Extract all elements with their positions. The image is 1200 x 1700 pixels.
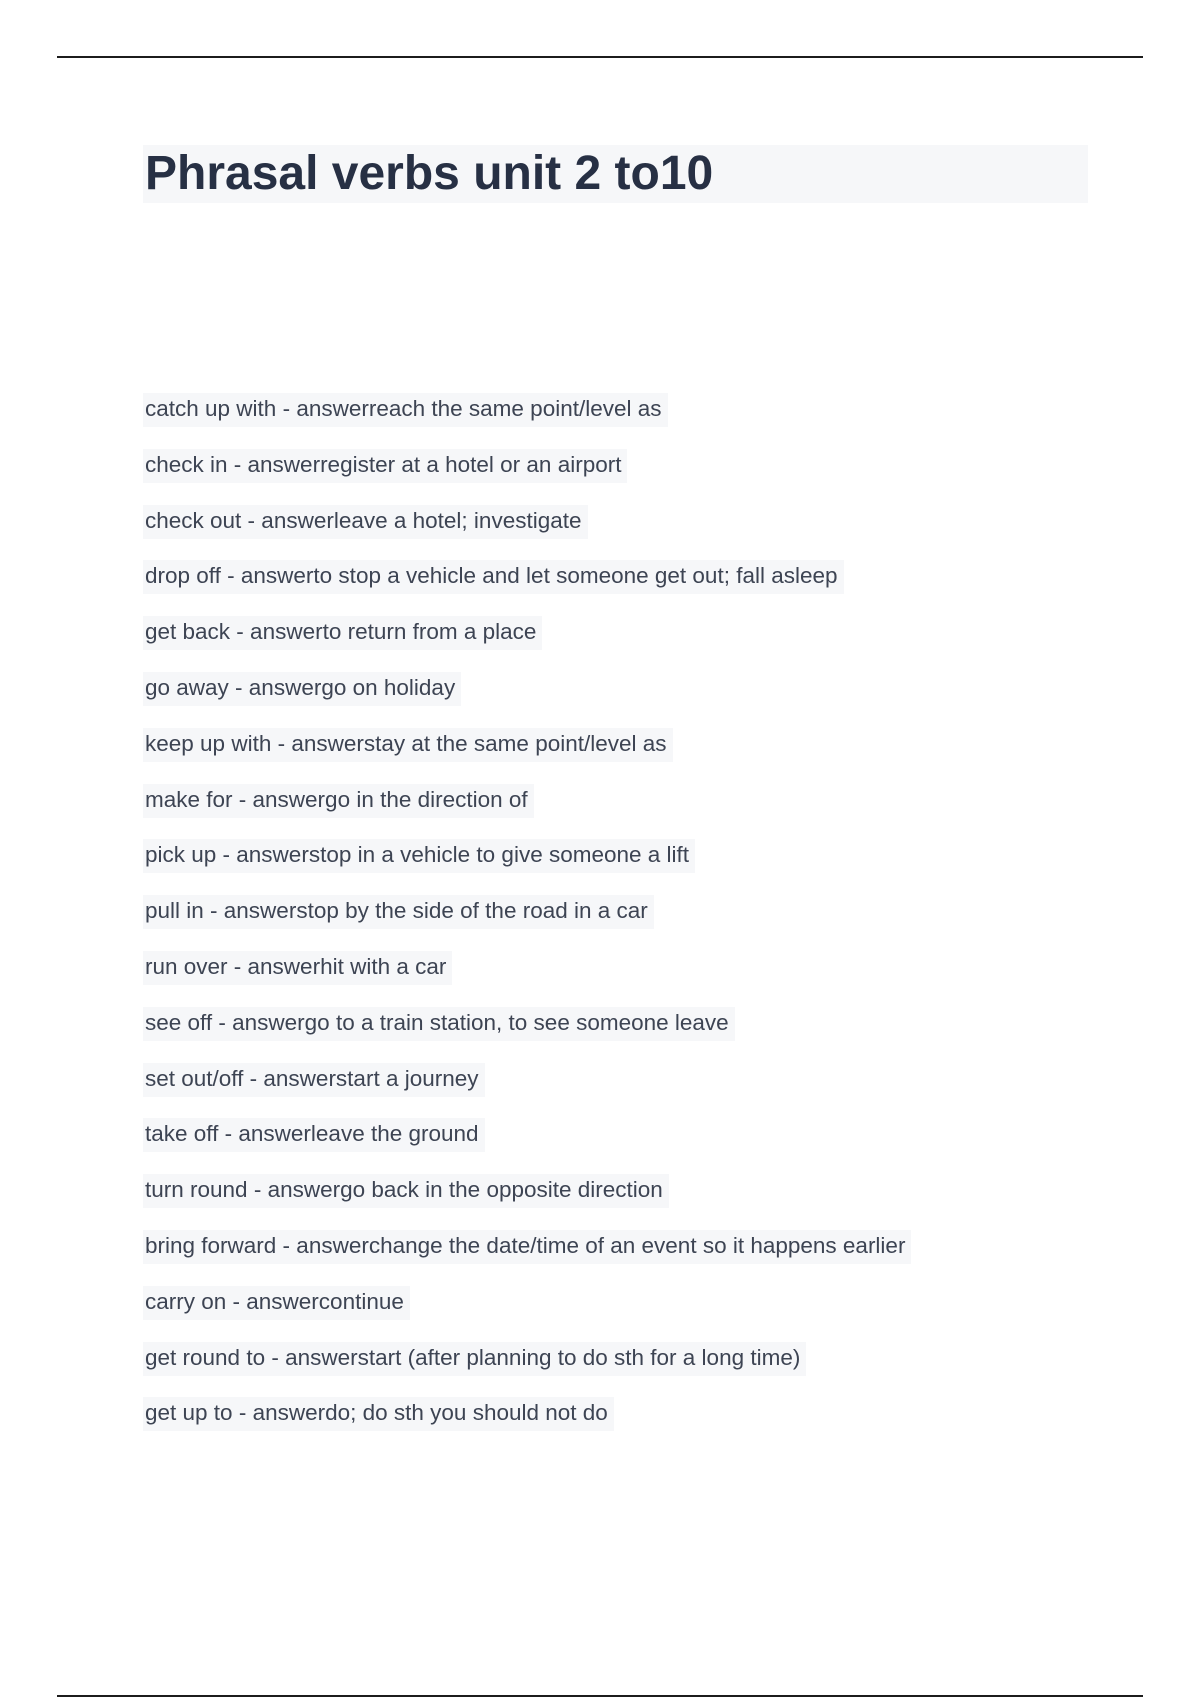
entry-text: pick up - answerstop in a vehicle to give someone a lift [143, 839, 695, 873]
entry-text: get up to - answerdo; do sth you should not do [143, 1397, 614, 1431]
title-block [143, 145, 1088, 203]
list-item [143, 1397, 911, 1453]
entry-text: get round to - answerstart (after planning to do sth for a long time) [143, 1342, 806, 1376]
list-item [143, 784, 911, 840]
list-item [143, 616, 911, 672]
list-item [143, 1342, 911, 1398]
bottom-divider [57, 1695, 1143, 1697]
list-item [143, 1174, 911, 1230]
list-item [143, 1063, 911, 1119]
top-divider [57, 56, 1143, 58]
list-item [143, 505, 911, 561]
entry-text: bring forward - answerchange the date/time of an event so it happens earlier [143, 1230, 911, 1264]
list-item [143, 560, 911, 616]
entry-text: take off - answerleave the ground [143, 1118, 485, 1152]
entry-text: keep up with - answerstay at the same point/level as [143, 728, 673, 762]
entry-text: set out/off - answerstart a journey [143, 1063, 485, 1097]
list-item [143, 449, 911, 505]
list-item [143, 672, 911, 728]
entry-text: catch up with - answerreach the same point/level as [143, 393, 668, 427]
entry-text: drop off - answerto stop a vehicle and let someone get out; fall asleep [143, 560, 844, 594]
list-item [143, 1118, 911, 1174]
phrasal-verb-list [143, 393, 911, 1453]
list-item [143, 839, 911, 895]
entry-text: pull in - answerstop by the side of the road in a car [143, 895, 654, 929]
page-title: Phrasal verbs unit 2 to10 [145, 147, 714, 200]
entry-text: get back - answerto return from a place [143, 616, 542, 650]
list-item [143, 1007, 911, 1063]
entry-text: carry on - answercontinue [143, 1286, 410, 1320]
entry-text: see off - answergo to a train station, to see someone leave [143, 1007, 735, 1041]
list-item [143, 951, 911, 1007]
list-item [143, 728, 911, 784]
entry-text: go away - answergo on holiday [143, 672, 461, 706]
entry-text: check in - answerregister at a hotel or an airport [143, 449, 627, 483]
list-item [143, 393, 911, 449]
entry-text: check out - answerleave a hotel; investigate [143, 505, 588, 539]
list-item [143, 1286, 911, 1342]
entry-text: turn round - answergo back in the opposite direction [143, 1174, 669, 1208]
list-item [143, 1230, 911, 1286]
entry-text: make for - answergo in the direction of [143, 784, 534, 818]
entry-text: run over - answerhit with a car [143, 951, 452, 985]
list-item [143, 895, 911, 951]
